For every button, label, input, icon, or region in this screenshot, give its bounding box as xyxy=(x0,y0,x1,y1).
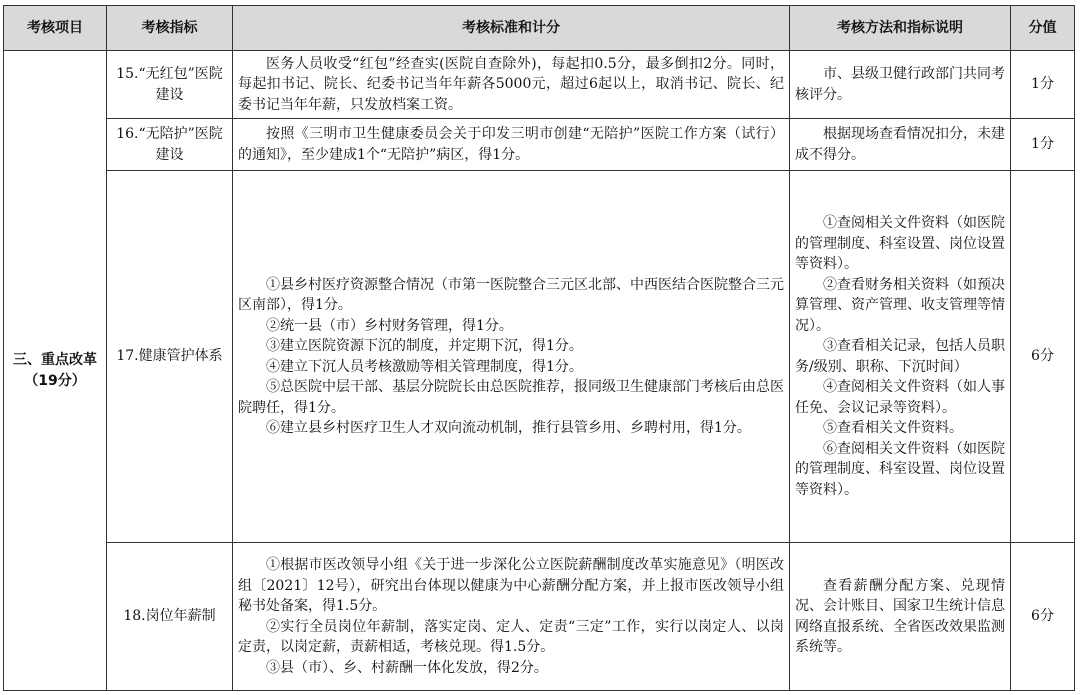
header-category: 考核项目 xyxy=(4,6,107,51)
method-cell xyxy=(790,119,1011,171)
method-item: 查看薪酬分配方案、兑现情况、会计账目、国家卫生统计信息网络直报系统、全省医改效果监测系统等。 xyxy=(795,577,1005,655)
method-item: ④查阅相关文件资料（如人事任免、会议记录等资料）。 xyxy=(795,379,1005,416)
table-row xyxy=(4,543,1075,691)
score-cell: 6分 xyxy=(1011,171,1075,543)
standard-item: ②实行全员岗位年薪制，落实定岗、定人、定责“三定”工作，实行以岗定人、以岗定责，以岗定薪，责薪相适，考核兑现。得1.5分。 xyxy=(238,618,784,655)
standard-item: 医务人员收受“红包”经查实(医院自查除外)，每起扣0.5分，最多倒扣2分。同时，每起扣书记、院长、纪委书记当年年薪各5000元，超过6起以上，取消书记、院长、纪委书记当年年薪，只发放档案工资。 xyxy=(238,55,784,113)
assessment-table xyxy=(3,5,1075,691)
standard-cell xyxy=(233,51,790,119)
indicator-cell: 16.“无陪护”医院建设 xyxy=(107,119,233,171)
category-cell: 三、重点改革（19分） xyxy=(4,51,107,691)
score-cell: 6分 xyxy=(1011,543,1075,691)
method-cell xyxy=(790,51,1011,119)
table-row xyxy=(4,171,1075,543)
method-cell xyxy=(790,543,1011,691)
method-item: ①查阅相关文件资料（如医院的管理制度、科室设置、岗位设置等资料）。 xyxy=(795,215,1005,272)
method-item: 市、县级卫健行政部门共同考核评分。 xyxy=(795,66,1005,103)
standard-cell xyxy=(233,543,790,691)
table-header-row xyxy=(4,6,1075,51)
indicator-cell: 15.“无红包”医院建设 xyxy=(107,51,233,119)
standard-item: 按照《三明市卫生健康委员会关于印发三明市创建“无陪护”医院工作方案（试行）的通知》，至少建成1个“无陪护”病区，得1分。 xyxy=(238,126,784,163)
method-item: ③查看相关记录，包括人员职务/级别、职称、下沉时间） xyxy=(795,338,1005,375)
method-item: 根据现场查看情况扣分，未建成不得分。 xyxy=(795,126,1005,163)
table-row xyxy=(4,119,1075,171)
score-cell: 1分 xyxy=(1011,51,1075,119)
method-cell xyxy=(790,171,1011,543)
standard-cell xyxy=(233,171,790,543)
score-cell: 1分 xyxy=(1011,119,1075,171)
standard-item: ⑥建立县乡村医疗卫生人才双向流动机制，推行县管乡用、乡聘村用，得1分。 xyxy=(266,420,751,436)
header-score: 分值 xyxy=(1011,6,1075,51)
standard-item: ①根据市医改领导小组《关于进一步深化公立医院薪酬制度改革实施意见》（明医改组〔2021〕12号），研究出台体现以健康为中心薪酬分配方案，并上报市医改领导小组秘书处备案，得1.5分。 xyxy=(238,557,784,614)
header-indicator: 考核指标 xyxy=(107,6,233,51)
standard-item: ④建立下沉人员考核激励等相关管理制度，得1分。 xyxy=(266,358,583,375)
indicator-cell: 17.健康管护体系 xyxy=(107,171,233,543)
standard-item: ⑤总医院中层干部、基层分院院长由总医院推荐，报同级卫生健康部门考核后由总医院聘任，得1分。 xyxy=(238,379,784,416)
standard-item: ②统一县（市）乡村财务管理，得1分。 xyxy=(266,317,513,334)
indicator-cell: 18.岗位年薪制 xyxy=(107,543,233,691)
method-item: ②查看财务相关资料（如预决算管理、资产管理、收支管理等情况）。 xyxy=(795,276,1005,334)
standard-item: ③建立医院资源下沉的制度，并定期下沉，得1分。 xyxy=(266,338,583,354)
header-standard: 考核标准和计分 xyxy=(233,6,790,51)
method-item: ⑥查阅相关文件资料（如医院的管理制度、科室设置、岗位设置等资料）。 xyxy=(795,440,1005,498)
method-item: ⑤查看相关文件资料。 xyxy=(823,420,963,436)
standard-item: ③县（市）、乡、村薪酬一体化发放，得2分。 xyxy=(266,659,548,676)
standard-cell xyxy=(233,119,790,171)
standard-item: ①县乡村医疗资源整合情况（市第一医院整合三元区北部、中西医结合医院整合三元区南部），得1分。 xyxy=(238,276,784,313)
header-method: 考核方法和指标说明 xyxy=(790,6,1011,51)
table-row xyxy=(4,51,1075,119)
